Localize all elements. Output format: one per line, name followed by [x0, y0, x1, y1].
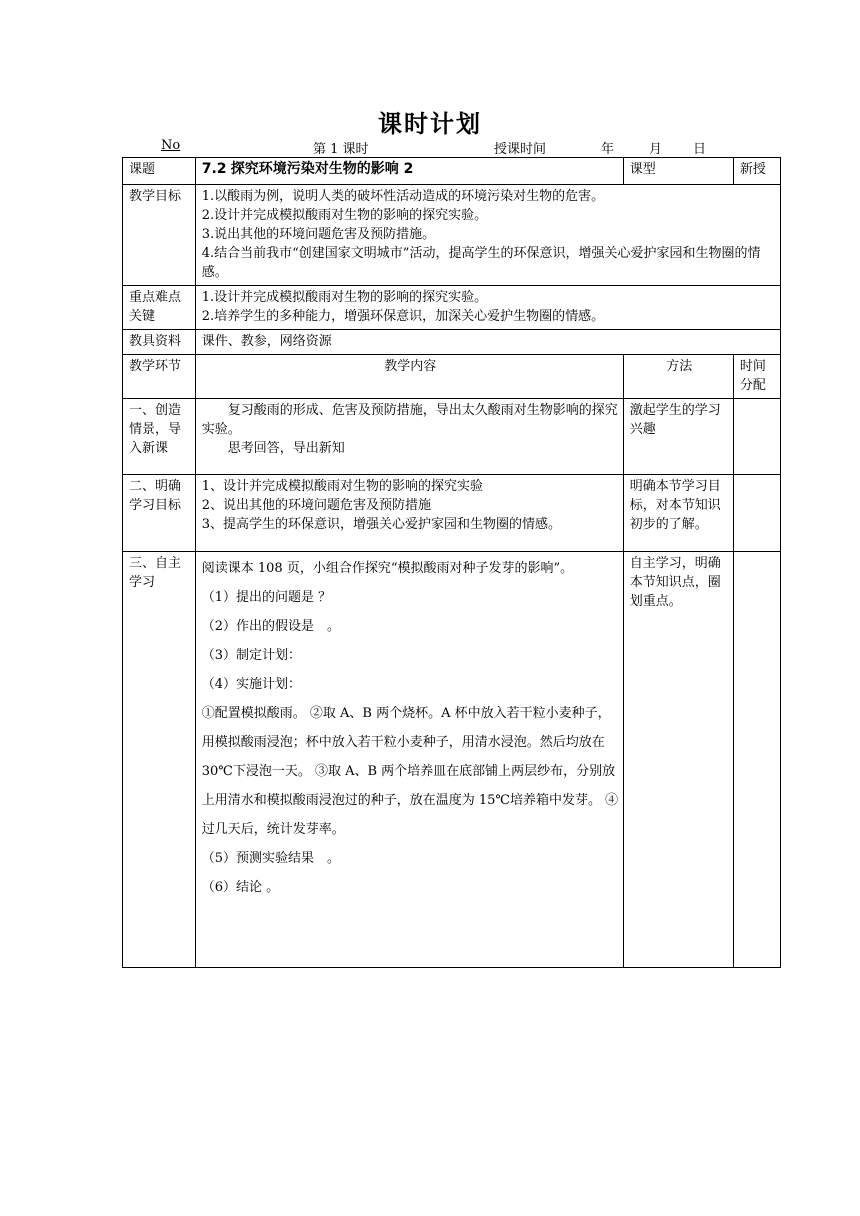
stage-time [733, 475, 780, 552]
stage-content [195, 475, 623, 552]
topic-value [195, 158, 623, 185]
goal-item: 1.以酸雨为例，说明人类的破坏性活动造成的环境污染对生物的危害。 [201, 189, 605, 204]
stage-content-line: 3、提高学生的环保意识，增强关心爱护家园和生物圈的情感。 [201, 517, 562, 532]
goals-content [195, 185, 780, 286]
teaching-time-label: 授课时间 [494, 142, 547, 157]
stage-content [195, 552, 623, 968]
stage-content-line: 思考回答，导出新知 [227, 441, 345, 456]
topic-row [123, 158, 781, 185]
goal-item: 3.说出其他的环境问题危害及预防措施。 [201, 227, 436, 242]
stage-content-line: （6）结论 。 [201, 880, 280, 895]
stage-content-line: 阅读课本 108 页，小组合作探究“模拟酸雨对种子发芽的影响”。 [201, 561, 574, 576]
key-points-row [123, 286, 781, 330]
stage-content-line: （4）实施计划： [201, 677, 302, 692]
stage-header: 教学环节 [123, 355, 196, 399]
stage-content-line: 复习酸雨的形成、危害及预防措施，导出太久酸雨对生物影响的探究实验。 [201, 403, 618, 437]
goal-item: 4.结合当前我市“创建国家文明城市”活动，提高学生的环保意识，增强关心爱护家园和生物圈的情感。 [201, 246, 761, 280]
content-header: 教学内容 [195, 355, 623, 399]
stage-content [195, 399, 623, 475]
key-point-item: 2.培养学生的多种能力，增强环保意识，加深关心爱护生物圈的情感。 [201, 309, 605, 324]
stage-content-line: ①配置模拟酸雨。 ②取 A、B 两个烧杯。A 杯中放入若干粒小麦种子，用模拟酸雨浸泡；杯中放入若干粒小麦种子，用清水浸泡。然后均放在 30℃下浸泡一天。 ③取 A、B 两个培养皿在底部铺上两层纱布，分别放上用清水和模拟酸雨浸泡过的种子，放在温度为 15℃培养箱中发芽。 ④过几天后，统计发芽率。 [201, 706, 619, 837]
key-points-content [195, 286, 780, 330]
stage-method: 激起学生的学习兴趣 [623, 399, 733, 475]
month-label: 月 [649, 142, 663, 157]
key-point-item: 1.设计并完成模拟酸雨对生物的影响的探究实验。 [201, 290, 488, 305]
stage-row-goals [123, 475, 781, 552]
stage-row-intro [123, 399, 781, 475]
stage-time [733, 552, 780, 968]
lesson-plan-table [122, 157, 781, 968]
key-points-label: 重点难点关键 [123, 286, 196, 330]
year-label: 年 [601, 142, 615, 157]
stage-method: 明确本节学习目标，对本节知识初步的了解。 [623, 475, 733, 552]
stage-time [733, 399, 780, 475]
resources-label: 教具资料 [123, 330, 196, 355]
goals-row [123, 185, 781, 286]
day-label: 日 [693, 142, 707, 157]
lesson-period: 第 1 课时 [313, 142, 369, 157]
resources-row [123, 330, 781, 355]
stage-content-line: （5）预测实验结果 。 [201, 851, 341, 866]
topic-title: 探究环境污染对生物的影响 2 [230, 161, 414, 177]
stage-content-line: （2）作出的假设是 。 [201, 619, 341, 634]
topic-number: 7.2 [201, 161, 227, 177]
stage-content-line: （3）制定计划： [201, 648, 302, 663]
time-header: 时间分配 [733, 355, 780, 399]
stage-content-line: 1、设计并完成模拟酸雨对生物的影响的探究实验 [201, 479, 484, 494]
column-header-row [123, 355, 781, 399]
stage-row-self-study [123, 552, 781, 968]
goal-item: 2.设计并完成模拟酸雨对生物的影响的探究实验。 [201, 208, 488, 223]
stage-label: 二、明确学习目标 [123, 475, 196, 552]
resources-value: 课件、教参，网络资源 [195, 330, 780, 355]
stage-label: 三、自主学习 [123, 552, 196, 968]
method-header: 方法 [623, 355, 733, 399]
page-title: 课时计划 [378, 110, 482, 138]
stage-label: 一、创造情景，导入新课 [123, 399, 196, 475]
topic-label: 课题 [123, 158, 196, 185]
stage-content-line: 2、说出其他的环境问题危害及预防措施 [201, 498, 432, 513]
type-value: 新授 [733, 158, 780, 185]
lesson-subheader [0, 138, 860, 156]
number-label: No [161, 138, 181, 153]
type-label: 课型 [623, 158, 733, 185]
goals-label: 教学目标 [123, 185, 196, 286]
stage-content-line: （1）提出的问题是 ？ [201, 590, 332, 605]
stage-method: 自主学习，明确本节知识点，圈划重点。 [623, 552, 733, 968]
